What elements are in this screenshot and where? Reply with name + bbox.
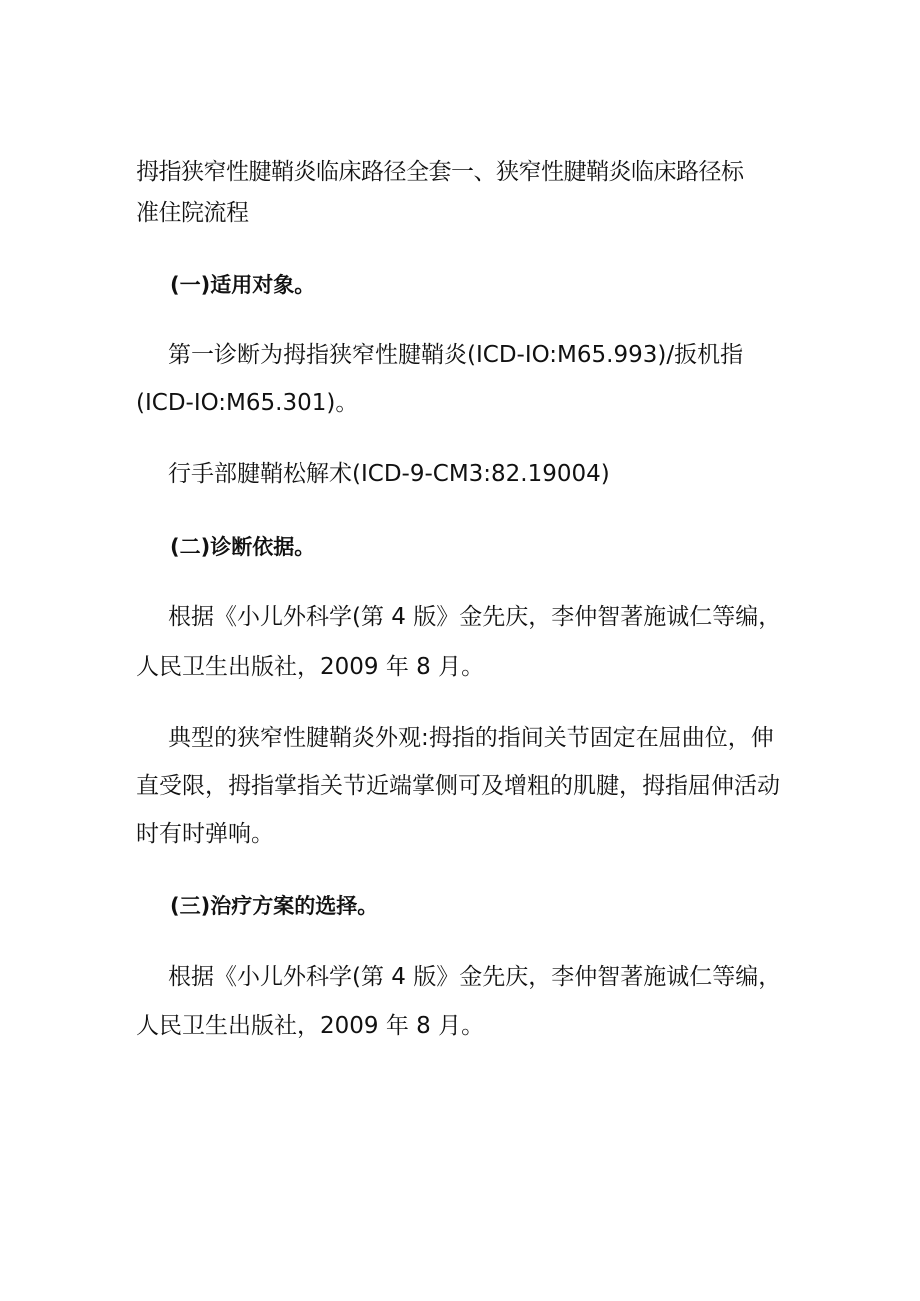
section-3-heading: (三)治疗方案的选择。 [170, 894, 379, 918]
section-1-para-2: 行手部腱鞘松解术(ICD-9-CM3:82.19004) [168, 461, 610, 487]
section-2-para-2-line-3: 时有时弹响。 [136, 821, 274, 847]
section-3-para-1-line-1: 根据《小儿外科学(第 4 版》金先庆，李仲智著施诚仁等编， [168, 964, 782, 990]
section-1-para-1-line-1: 第一诊断为拇指狭窄性腱鞘炎(ICD-IO:M65.993)/扳机指 [168, 342, 744, 368]
section-2-para-1-line-1: 根据《小儿外科学(第 4 版》金先庆，李仲智著施诚仁等编， [168, 604, 782, 630]
section-2-para-2-line-1: 典型的狭窄性腱鞘炎外观:拇指的指间关节固定在屈曲位，伸 [168, 725, 774, 751]
document-title-line-1: 拇指狭窄性腱鞘炎临床路径全套一、狭窄性腱鞘炎临床路径标 [136, 159, 744, 185]
section-2-para-2-line-2: 直受限，拇指掌指关节近端掌侧可及增粗的肌腱，拇指屈伸活动 [136, 773, 780, 799]
document-title-line-2: 准住院流程 [136, 200, 249, 226]
section-3-para-1-line-2: 人民卫生出版社，2009 年 8 月。 [136, 1013, 485, 1039]
section-1-para-1-line-2: (ICD-IO:M65.301)。 [136, 390, 359, 416]
section-2-heading: (二)诊断依据。 [170, 535, 316, 559]
section-2-para-1-line-2: 人民卫生出版社，2009 年 8 月。 [136, 654, 485, 680]
section-1-heading: (一)适用对象。 [170, 273, 316, 297]
